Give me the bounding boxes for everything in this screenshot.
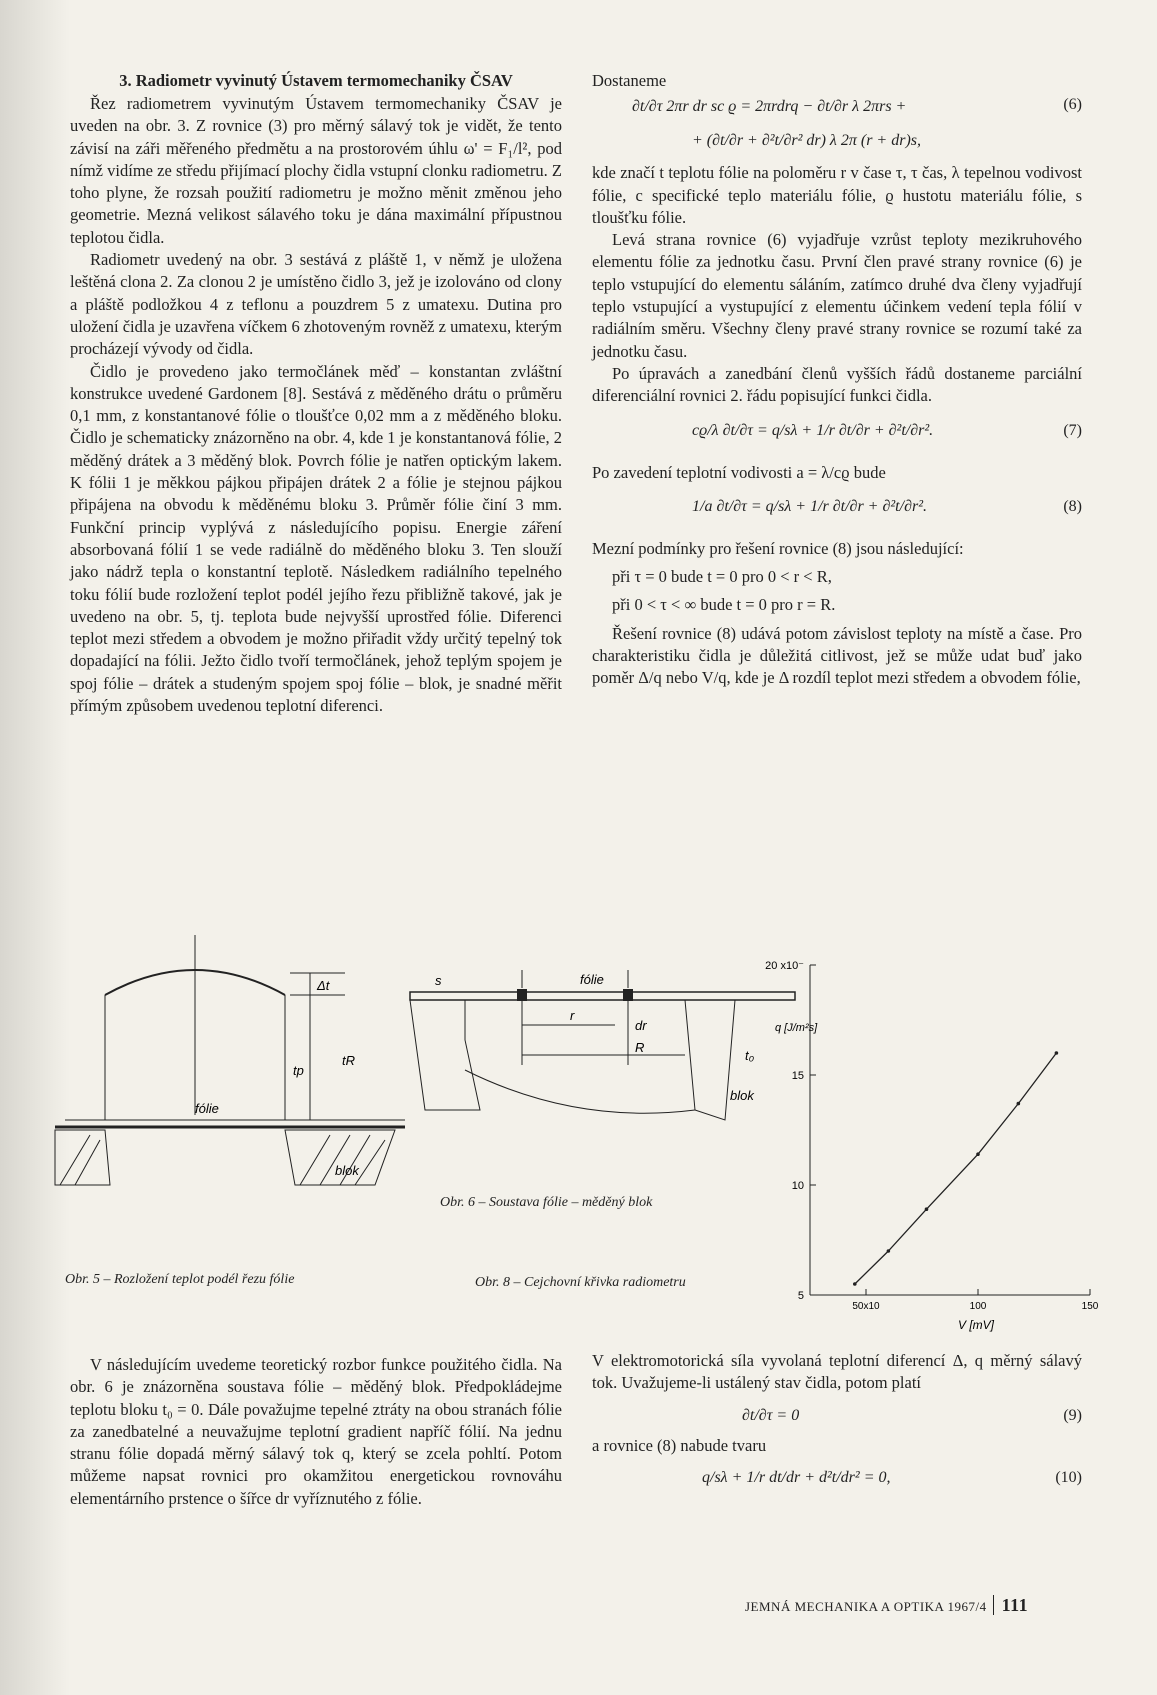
svg-text:s: s — [435, 973, 442, 988]
equation-6-line-2: + (∂t/∂r + ∂²t/∂r² dr) λ 2π (r + dr)s, — [692, 132, 922, 150]
figure-5 — [55, 935, 415, 1185]
x-tick-label: 100 — [969, 1301, 987, 1312]
paragraph-r8: a rovnice (8) nabude tvaru — [592, 1435, 767, 1455]
figure-6 — [405, 970, 795, 1150]
left-bottom-column — [70, 1354, 562, 1510]
paragraph-r4: Po zavedení teplotní vodivosti a = λ/cϱ bude — [592, 462, 886, 482]
svg-text:t₀: t₀ — [745, 1048, 755, 1063]
calibration-line — [855, 1053, 1057, 1284]
paragraph-r1: kde značí t teplotu fólie na poloměru r v čase τ, τ čas, λ tepelnou vodivost fólie, c specifické teplo materiálu fólie, ϱ hustotu materiálu fólie, s tloušťku fólie. — [592, 163, 1082, 227]
x-tick-label: 50x10 — [852, 1301, 880, 1312]
right-column — [592, 70, 1082, 690]
x-axis-label: V [mV] — [958, 1318, 995, 1332]
left-column — [70, 70, 562, 717]
y-axis-label: q [J/m²s] — [775, 1022, 818, 1034]
data-point — [976, 1152, 980, 1156]
y-tick-label: 20 x10⁻ — [765, 960, 804, 972]
page-footer — [745, 1595, 1028, 1616]
x-tick-label: 150 — [1081, 1301, 1099, 1312]
section-heading: 3. Radiometr vyvinutý Ústavem termomechaniky ČSAV — [119, 71, 513, 90]
figure-8-chart — [765, 955, 1110, 1340]
y-tick-label: 10 — [791, 1180, 804, 1192]
y-tick-label: 15 — [791, 1070, 804, 1082]
equation-8: 1/a ∂t/∂τ = q/sλ + 1/r ∂t/∂r + ∂²t/∂r². (8) — [692, 497, 1082, 515]
dostaneme: Dostaneme — [592, 71, 667, 90]
svg-text:fólie: fólie — [195, 1101, 219, 1116]
paragraph-4: V následujícím uvedeme teoretický rozbor funkce použitého čidla. Na obr. 6 je znázorněna soustava fólie – měděný blok. Předpokládejme teplotu bloku t₀ = 0. Dále považujme tepelné ztráty na obou stranách fólie za zanedbatelné a neuvažujme teplotní gradient napříč fólií. Na jednu stranu fólie dopadá měrný sálavý tok q, který se zcela pohltí. Potom můžeme napsat rovnici pro okamžitou energetickou rovnováhu elementárního prstence o šířce dr vyříznutého z fólie. — [70, 1355, 562, 1508]
svg-text:blok: blok — [730, 1088, 754, 1103]
svg-text:Δt: Δt — [317, 978, 330, 993]
journal-name: JEMNÁ MECHANIKA A OPTIKA 1967/4 — [745, 1599, 987, 1614]
svg-text:r: r — [570, 1008, 575, 1023]
page-number: 111 — [993, 1595, 1029, 1615]
svg-text:dr: dr — [635, 1018, 647, 1033]
paragraph-r3: Po úpravách a zanedbání členů vyšších řádů dostaneme parciální diferenciální rovnici 2. řádu popisující funkci čidla. — [592, 363, 1082, 406]
paragraph-3: Čidlo je provedeno jako termočlánek měď – konstantan zvláštní konstrukce uvedené Gardonem [8]. Sestává z měděného drátu o průměru 0,1 mm, z konstantanové fólie o tloušťce 0,02 mm a z měděného bloku. Čidlo je schematicky znázorněno na obr. 4, kde 1 je konstantanová fólie, 2 měděný drátek a 3 měděný blok. Povrch fólie je natřen optickým lakem. K fólii 1 je měkkou pájkou připájen drátek 2 a fólie je stejnou pájkou připájena na obvodu k měděnému bloku 3. Průměr fólie činí 3 mm. Funkční princip vyplývá z následujícího popisu. Energie záření absorbovaná fólií 1 se vede radiálně do měděného bloku 3. Ten slouží jako nádrž tepla o konstantní teplotě. Následkem radiálního tepelného toku fólií bude rozložení teplot podél jejího řezu přibližně takové, jak je uvedeno na obr. 5, tj. teplota bude nejvyšší uprostřed fólie. Diferenci teplot mezi středem a obvodem je možno přiřadit vždy určitý tepelný tok dopadající na fólii. Ježto čidlo tvoří termočlánek, jehož teplým spojem je spoj fólie – drátek a studeným spojem spoj fólie – blok, je snadné měřit přímým způsobem uvedenou teplotní diferenci. — [70, 361, 562, 716]
paragraph-r7: V elektromotorická síla vyvolaná teplotní diferencí Δ, q měrný sálavý tok. Uvažujeme-li ustálený stav čidla, potom platí — [592, 1351, 1082, 1393]
equation-10: q/sλ + 1/r dt/dr + d²t/dr² = 0, (10) — [702, 1468, 1082, 1486]
data-point — [1055, 1051, 1059, 1055]
boundary-condition-2: při 0 < τ < ∞ bude t = 0 pro r = R. — [612, 595, 836, 615]
figure-6-caption: Obr. 6 – Soustava fólie – měděný blok — [440, 1195, 653, 1210]
figure-5-caption: Obr. 5 – Rozložení teplot podél řezu fólie — [65, 1272, 295, 1287]
svg-text:fólie: fólie — [580, 972, 604, 987]
equation-6-line-1: ∂t/∂τ 2πr dr sc ϱ = 2πrdrq − ∂t/∂r λ 2πrs + (6) — [632, 96, 1082, 116]
paragraph-r6: Řešení rovnice (8) udává potom závislost teploty na místě a čase. Pro charakteristiku čidla je důležitá citlivost, jež se může udat buď jako poměr Δ/q nebo V/q, kde je Δ rozdíl teplot mezi středem a obvodem fólie, — [592, 623, 1082, 688]
paragraph-1: Řez radiometrem vyvinutým Ústavem termomechaniky ČSAV je uveden na obr. 3. Z rovnice (3) pro měrný sálavý tok je vidět, že tento závisí na záři měřeného předmětu a na prostorovém úhlu ω' = F₁/l², pod nímž vidíme ze středu přijímací plochy čidla vstupní clonku radiometru. Z toho plyne, že rozsah použití radiometru je možno měnit změnou jeho geometrie. Mezná velikost sálavého toku je dána maximální přípustnou teplotou čidla. — [70, 94, 562, 247]
paragraph-r5: Mezní podmínky pro řešení rovnice (8) jsou následující: — [592, 538, 964, 558]
equation-9: ∂t/∂τ = 0 (9) — [742, 1406, 1082, 1424]
boundary-condition-1: při τ = 0 bude t = 0 pro 0 < r < R, — [612, 567, 832, 587]
y-tick-label: 5 — [797, 1290, 804, 1302]
paragraph-2: Radiometr uvedený na obr. 3 sestává z pláště 1, v němž je uložena leštěná clona 2. Za clonou 2 je umístěno čidlo 3, jež je izolováno od clony a pláště podložkou 4 z teflonu a pouzdrem 5 z umatexu. Dutina pro uložení čidla je uzavřena víčkem 6 zhotoveným rovněž z umatexu, kterým procházejí vývody od čidla. — [70, 250, 562, 359]
data-point — [925, 1207, 929, 1211]
data-point — [1017, 1102, 1021, 1106]
figure-8-caption: Obr. 8 – Cejchovní křivka radiometru — [475, 1275, 686, 1290]
page-edge-shadow — [0, 0, 70, 1695]
equation-7: cϱ/λ ∂t/∂τ = q/sλ + 1/r ∂t/∂r + ∂²t/∂r². (7) — [692, 421, 1082, 439]
svg-text:blok: blok — [335, 1163, 359, 1178]
svg-text:R: R — [635, 1040, 645, 1055]
data-point — [853, 1282, 857, 1286]
right-bottom-column — [592, 1350, 1082, 1497]
svg-text:tp: tp — [293, 1063, 304, 1078]
svg-text:tR: tR — [342, 1053, 355, 1068]
data-point — [887, 1249, 891, 1253]
paragraph-r2: Levá strana rovnice (6) vyjadřuje vzrůst teploty mezikruhového elementu fólie za jednotku času. První člen pravé strany rovnice (6) je teplo vstupující do elementu sáláním, zatímco druhé dva členy vyjadřují teplo vstupující a vystupující z elementu účinkem vedení tepla fólií v radiálním směru. Všechny členy pravé strany rovnice se rozumí také za jednotku času. — [592, 230, 1082, 361]
